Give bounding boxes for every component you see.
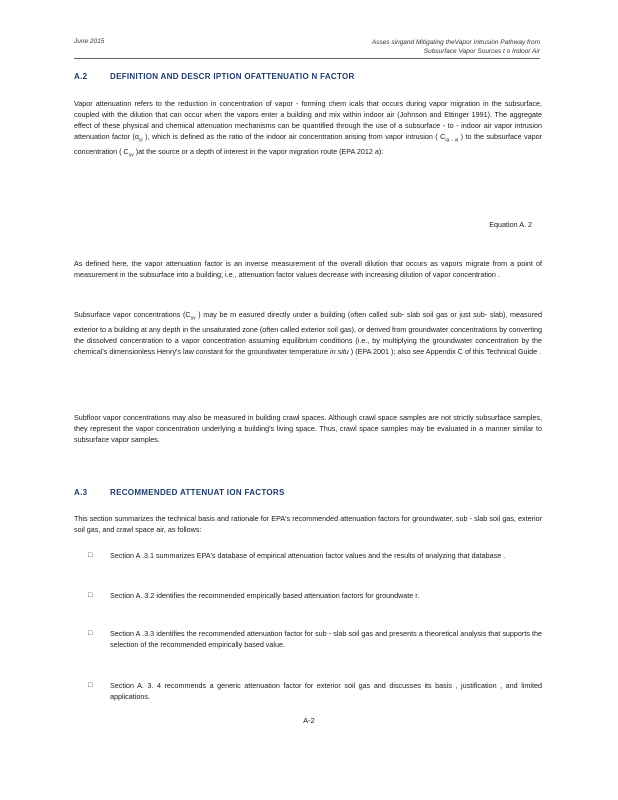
subscript: sv [190, 315, 196, 322]
alpha-symbol: α [134, 132, 140, 141]
text-run: Vapor attenuation refers to the reduction in concentration of vapor - forming chem icals that occurs during vapor migration in the subsurface, coupled with the dilution that can occur when the vapors enter a building and mix within indoor air (Johnson and Ettinger 1991). The aggregate effect of these physical and chemical attenuation mechanisms can be quantified through the use of a subsurface - to - indoor air vapor intrusion attenuation factor ( [74, 99, 542, 141]
bullet-box-icon: □ [88, 682, 93, 689]
bullet-box-icon: □ [88, 630, 93, 637]
header-date: June 2015 [74, 38, 105, 45]
header-document-title [300, 38, 540, 56]
equation-label: Equation A. 2 [489, 220, 532, 229]
list-item-text: Section A .3.1 summarizes EPA's database of empirical attenuation factor values and the results of analyzing that database . [110, 551, 506, 560]
list-item-text: Section A. 3.2 identifies the recommended empirically based attenuation factors for groundwate r. [110, 591, 420, 600]
text-run: )at the source or a depth of interest in the vapor migration route (EPA 2012 a): [133, 147, 384, 157]
section-number: A.3 [74, 488, 88, 497]
section-title-text: DEFINITION AND DESCR IPTION OFATTENUATIO N FACTOR [110, 72, 355, 81]
section-number: A.2 [74, 72, 88, 81]
header-title-line-1: Asses singand Mitigating theVapor Intrusion Pathway from [371, 39, 540, 46]
section-title-text: RECOMMENDED ATTENUAT ION FACTORS [110, 488, 285, 497]
paragraph-inverse-measurement: As defined here, the vapor attenuation factor is an inverse measurement of the overall dilution that occurs as vapors migrate from a point of measurement in the subsurface into a building; i.e., attenuation factor values decrease with increasing dilution of vapor concentration . [74, 259, 542, 279]
paragraph-crawl-space: Subfloor vapor concentrations may also be measured in building crawl spaces. Although crawl space samples are not strictly subsurface samples, they represent the vapor concentration underlying a building's living space. Thus, crawl space samples may be evaluated in a manner similar to subsurface vapor samples. [74, 413, 542, 444]
bullet-box-icon: □ [88, 592, 93, 599]
page-number: A-2 [303, 716, 315, 725]
text-run: ) (EPA 2001 ); also see Appendix C of this Technical Guide . [348, 347, 542, 357]
text-run: ) to the subsurface vapor concentration ( C [74, 132, 542, 157]
text-run: ) may be m easured directly under a building (often called sub- slab soil gas or just sub- slab), measured exterior to a building at any depth in the unsaturated zone (often called exterior soil gas), or derived from groundwater concentrations by converting the dissolved concentration to a vapor concentration assuming equilibrium conditions (i.e., by multiplying the groundwater concentration by the chemical's dimensionless Henry's law constant for the groundwater temperature [74, 310, 542, 357]
section-heading-a3 [74, 488, 285, 497]
text-run: ), which is defined as the ratio of the indoor air concentration arising from vapor intrusion ( C [142, 132, 446, 141]
paragraph-section-summary: This section summarizes the technical basis and rationale for EPA's recommended attenuation factors for groundwater, sub - slab soil gas, exterior soil gas, and crawl space air, as follows: [74, 514, 542, 534]
subscript: vi [139, 137, 143, 144]
section-heading-a2 [74, 72, 355, 81]
header-title-line-2: Subsurface Vapor Sources t o Indoor Air [423, 48, 540, 55]
paragraph-subsurface-concentrations [74, 309, 542, 357]
header-rule [74, 58, 540, 59]
bullet-box-icon: □ [88, 552, 93, 559]
paragraph-attenuation-definition [74, 98, 542, 162]
text-run: Subsurface vapor concentrations (C [74, 310, 191, 319]
italic-term: in situ [330, 347, 349, 357]
list-item-text: Section A .3.3 identifies the recommended attenuation factor for sub - slab soil gas and presents a theoretical analysis that supports the selection of the recommended empirically based value. [110, 629, 542, 649]
list-item-text: Section A. 3. 4 recommends a generic attenuation factor for exterior soil gas and discusses its basis , justification , and limited applications. [110, 681, 542, 701]
subscript: sv [128, 152, 134, 159]
subscript: ia - vi [445, 137, 459, 144]
